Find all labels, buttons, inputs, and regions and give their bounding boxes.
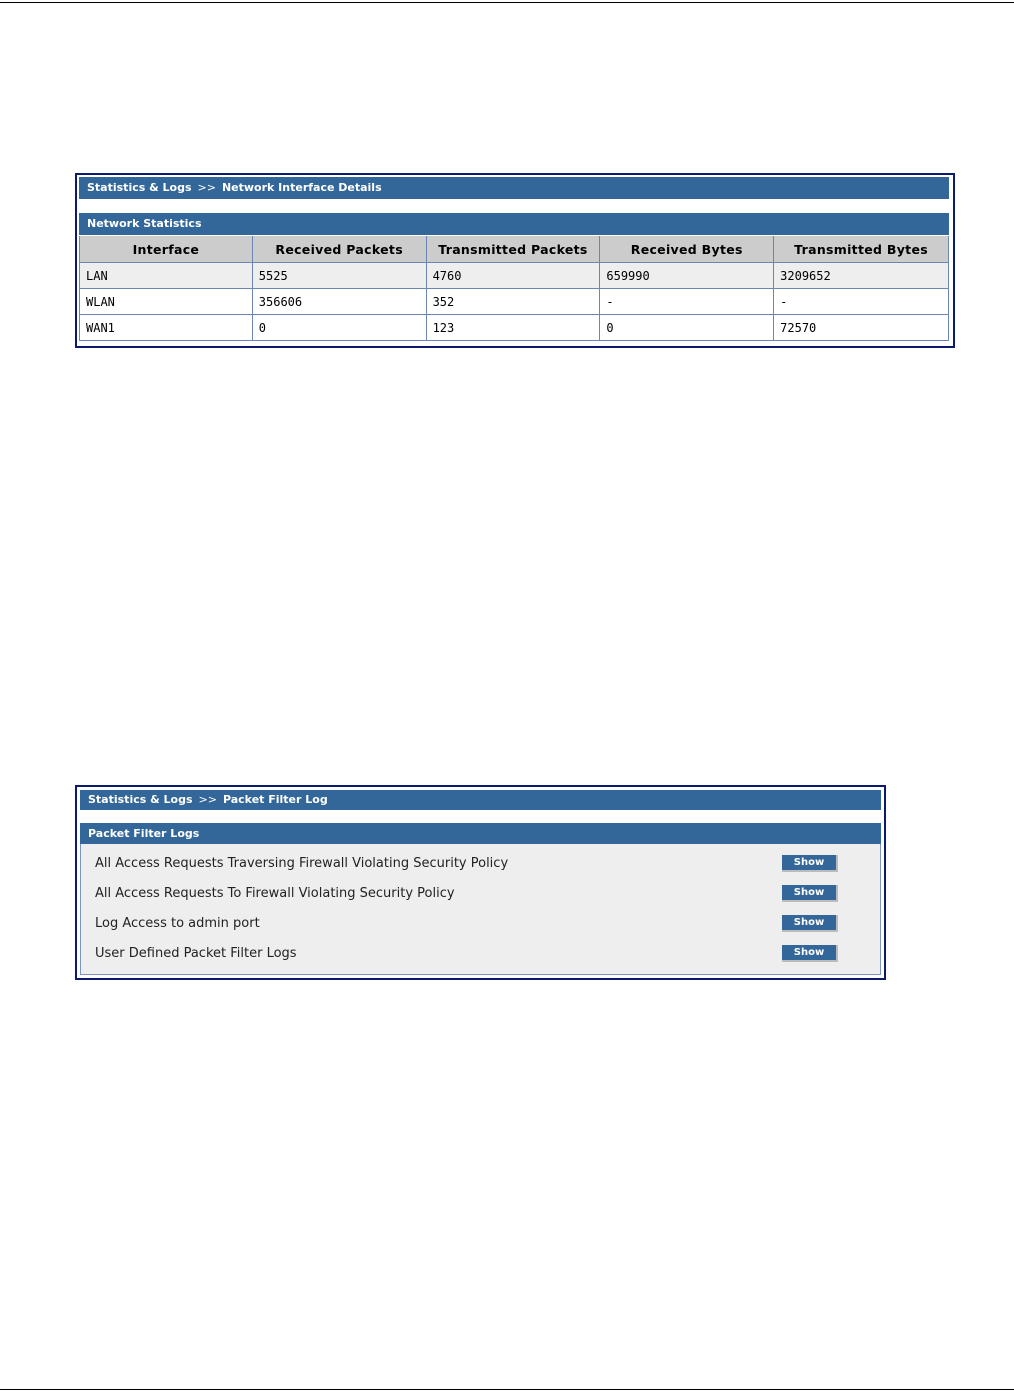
breadcrumb-separator: >> xyxy=(197,181,216,194)
table-cell: 659990 xyxy=(600,263,774,289)
list-item xyxy=(81,849,880,879)
column-header: Transmitted Bytes xyxy=(774,236,949,263)
table-cell: WAN1 xyxy=(80,315,253,341)
log-label: All Access Requests To Firewall Violating Security Policy xyxy=(95,886,455,901)
packet-filter-list xyxy=(80,844,881,975)
network-interface-details-panel xyxy=(75,173,955,348)
table-header-row xyxy=(80,236,949,263)
network-statistics-table xyxy=(79,236,949,341)
show-firewall-violations-button[interactable]: Show xyxy=(782,885,838,902)
table-cell: WLAN xyxy=(80,289,253,315)
section-title: Network Statistics xyxy=(79,213,949,235)
table-row xyxy=(80,315,949,341)
table-cell: 4760 xyxy=(426,263,600,289)
breadcrumb-separator: >> xyxy=(198,793,217,806)
show-traversing-violations-button[interactable]: Show xyxy=(782,855,838,872)
table-cell: 0 xyxy=(252,315,426,341)
table-cell: 3209652 xyxy=(774,263,949,289)
packet-filter-log-panel xyxy=(75,785,886,980)
section-title: Packet Filter Logs xyxy=(80,823,881,844)
list-item xyxy=(81,909,880,939)
table-cell: LAN xyxy=(80,263,253,289)
show-user-defined-logs-button[interactable]: Show xyxy=(782,945,838,962)
table-cell: 352 xyxy=(426,289,600,315)
table-cell: - xyxy=(774,289,949,315)
breadcrumb-page: Network Interface Details xyxy=(221,181,382,194)
show-admin-port-log-button[interactable]: Show xyxy=(782,915,838,932)
table-cell: 0 xyxy=(600,315,774,341)
column-header: Interface xyxy=(80,236,253,263)
table-cell: - xyxy=(600,289,774,315)
top-rule xyxy=(0,2,1014,3)
breadcrumb xyxy=(80,790,881,810)
table-row xyxy=(80,263,949,289)
breadcrumb-page: Packet Filter Log xyxy=(222,793,328,806)
breadcrumb-section: Statistics & Logs xyxy=(87,181,192,194)
column-header: Transmitted Packets xyxy=(426,236,600,263)
log-label: All Access Requests Traversing Firewall Violating Security Policy xyxy=(95,856,509,871)
list-item xyxy=(81,879,880,909)
column-header: Received Bytes xyxy=(600,236,774,263)
table-cell: 72570 xyxy=(774,315,949,341)
table-cell: 5525 xyxy=(252,263,426,289)
breadcrumb xyxy=(79,177,949,199)
table-cell: 356606 xyxy=(252,289,426,315)
column-header: Received Packets xyxy=(252,236,426,263)
log-label: Log Access to admin port xyxy=(95,916,260,931)
log-label: User Defined Packet Filter Logs xyxy=(95,946,297,961)
breadcrumb-section: Statistics & Logs xyxy=(88,793,193,806)
bottom-rule xyxy=(0,1389,1014,1390)
table-cell: 123 xyxy=(426,315,600,341)
table-row xyxy=(80,289,949,315)
list-item xyxy=(81,939,880,969)
